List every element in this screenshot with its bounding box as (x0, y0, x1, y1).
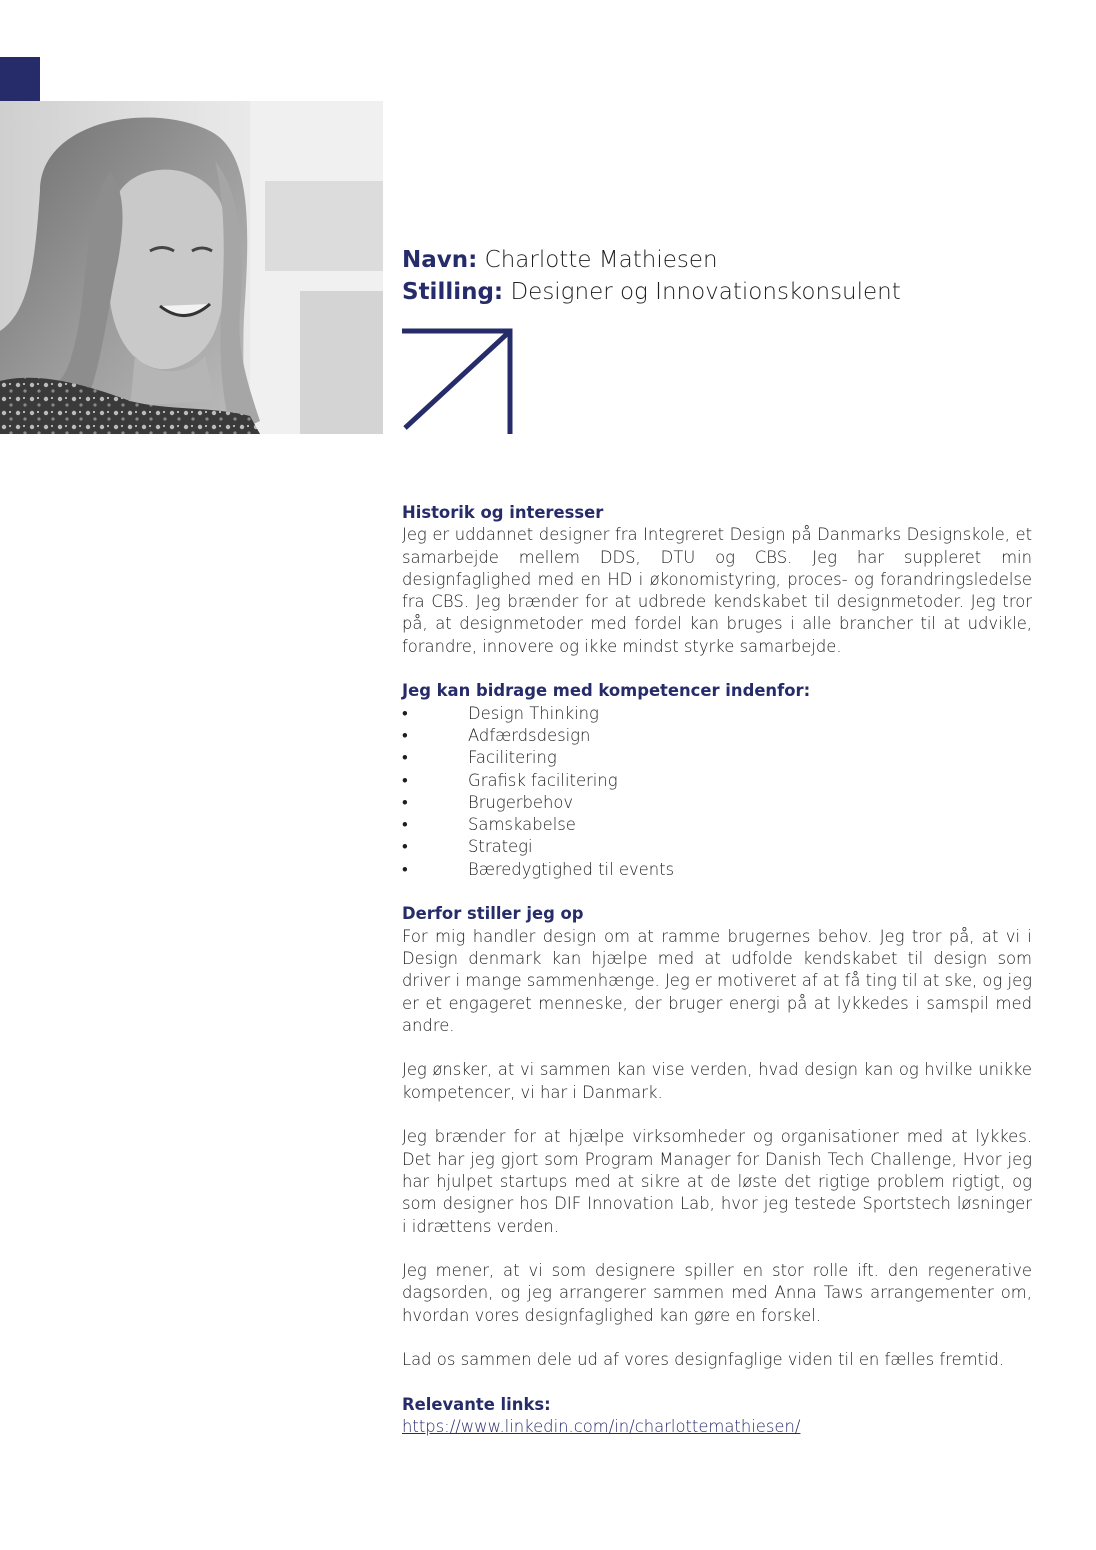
why-paragraph: Jeg brænder for at hjælpe virksomheder og organisationer med at lykkes. Det har jeg gjort som Program Manager for Danish Tech Challenge, Hvor jeg har hjulpet startups med at sikre at de løste det rigtige problem rigtigt, og som designer hos DIF Innovation Lab, hvor jeg testede Sportstech løsninger i idrættens verden. (402, 1127, 1032, 1236)
list-item: • Samskabelse (402, 814, 1032, 836)
history-heading: Historik og interesser (402, 503, 604, 522)
name-label: Navn: (402, 247, 478, 273)
links-section (402, 1394, 1032, 1439)
title-line (402, 276, 901, 308)
links-heading: Relevante links: (402, 1394, 551, 1414)
linkedin-link[interactable]: https://www.linkedin.com/in/charlottemathiesen/ (402, 1417, 801, 1437)
why-paragraph: For mig handler design om at ramme brugernes behov. Jeg tror på, at vi i Design denmark kan hjælpe med at udfolde kendskabet til design som driver i mange sammenhænge. Jeg er motiveret af at få ting til at ske, og jeg er et engageret menneske, der bruger energi på at lykkedes i samspil med andre. (402, 926, 1032, 1035)
bullet-icon: • (402, 703, 408, 723)
why-section (402, 903, 1032, 1371)
competences-section (402, 680, 1032, 881)
portrait-photo (0, 101, 383, 434)
profile-content (402, 502, 1032, 1438)
why-paragraph: Jeg mener, at vi som designere spiller en stor rolle ift. den regenerative dagsorden, og jeg arrangerer sammen med Anna Taws arrangementer om, hvordan vores designfaglighed kan gøre en forskel. (402, 1261, 1032, 1325)
bullet-icon: • (402, 815, 408, 835)
list-item: • Facilitering (402, 747, 1032, 769)
name-line (402, 244, 901, 276)
bullet-icon: • (402, 792, 408, 812)
profile-header (402, 244, 901, 308)
list-item: • Grafisk facilitering (402, 770, 1032, 792)
list-item: • Adfærdsdesign (402, 725, 1032, 747)
bullet-icon: • (402, 748, 408, 768)
why-heading: Derfor stiller jeg op (402, 904, 584, 924)
bullet-icon: • (402, 770, 408, 790)
bullet-icon: • (402, 725, 408, 745)
list-item: • Design Thinking (402, 703, 1032, 725)
bullet-icon: • (402, 859, 408, 879)
history-text: Jeg er uddannet designer fra Integreret Design på Danmarks Designskole, et samarbejde mellem DDS, DTU og CBS. Jeg har suppleret min designfaglighed med en HD i økonomistyring, proces- og forandringsledelse fra CBS. Jeg brænder for at udbrede kendskabet til designmetoder. Jeg tror på, at designmetoder med fordel kan bruges i alle brancher til at udvikle, forandre, innovere og ikke mindst styrke samarbejde. (402, 525, 1032, 656)
list-item: • Brugerbehov (402, 792, 1032, 814)
bullet-icon: • (402, 837, 408, 857)
competences-list (402, 703, 1032, 881)
list-item: • Bæredygtighed til events (402, 859, 1032, 881)
competences-heading: Jeg kan bidrage med kompetencer indenfor: (402, 681, 811, 701)
why-paragraph: Jeg ønsker, at vi sammen kan vise verden, hvad design kan og hvilke unikke kompetencer, vi har i Danmark. (402, 1060, 1032, 1102)
accent-square (0, 57, 40, 101)
title-label: Stilling: (402, 279, 504, 305)
title-value: Designer og Innovationskonsulent (510, 279, 901, 305)
name-value: Charlotte Mathiesen (484, 247, 718, 273)
why-paragraph: Lad os sammen dele ud af vores designfaglige viden til en fælles fremtid. (402, 1350, 1005, 1370)
list-item: • Strategi (402, 836, 1032, 858)
arrow-up-right-icon (402, 328, 514, 434)
history-section (402, 502, 1032, 658)
